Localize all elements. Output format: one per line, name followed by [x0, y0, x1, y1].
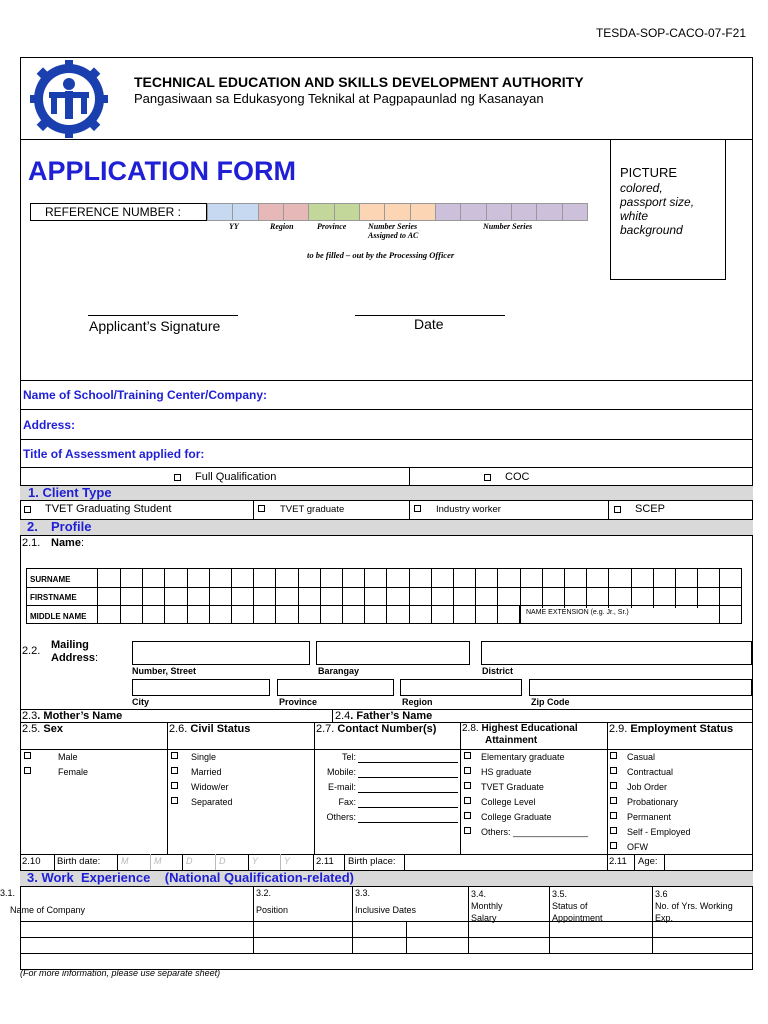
- employment-option-label: OFW: [627, 842, 648, 852]
- tvet-graduate-label: TVET graduate: [280, 504, 345, 515]
- work-col3-number: 3.3.: [355, 888, 371, 898]
- fax-field[interactable]: [358, 807, 458, 808]
- reference-digit-box[interactable]: [410, 203, 436, 221]
- education-option-checkbox[interactable]: [464, 782, 471, 789]
- name-label: Name:: [51, 537, 85, 549]
- reference-digit-box[interactable]: [232, 203, 258, 221]
- mobile-label: Mobile:: [326, 767, 356, 777]
- middlename-label: MIDDLE NAME: [30, 612, 87, 621]
- scep-checkbox[interactable]: [614, 506, 621, 513]
- ref-region-label: Region: [270, 222, 294, 231]
- employment-option-checkbox[interactable]: [610, 812, 617, 819]
- work-col2-header: Position: [256, 905, 289, 915]
- picture-instructions: colored, passport size, white background: [620, 181, 695, 237]
- district-label: District: [482, 666, 514, 676]
- industry-worker-label: Industry worker: [436, 504, 501, 515]
- employment-option-checkbox[interactable]: [610, 782, 617, 789]
- zip-label: Zip Code: [531, 697, 570, 707]
- mailing-label: Mailing Address:: [51, 639, 99, 664]
- mobile-field[interactable]: [358, 777, 458, 778]
- tvet-graduating-checkbox[interactable]: [24, 506, 31, 513]
- work-row-2[interactable]: [21, 938, 752, 953]
- age-number: 2.11: [609, 856, 627, 867]
- education-header: 2.8. Highest Educational Attainment: [462, 723, 578, 746]
- reference-number-boxes[interactable]: [207, 203, 587, 221]
- reference-digit-box[interactable]: [536, 203, 562, 221]
- coc-label: COC: [505, 471, 530, 483]
- employment-option-checkbox[interactable]: [610, 842, 617, 849]
- industry-worker-checkbox[interactable]: [414, 505, 421, 512]
- mailing-number: 2.2.: [22, 645, 41, 657]
- firstname-field[interactable]: [98, 588, 740, 605]
- reference-digit-box[interactable]: [562, 203, 588, 221]
- civil-status-option-label: Separated: [191, 797, 233, 807]
- mother-name-field[interactable]: 2.3. Mother’s Name: [22, 710, 123, 722]
- address-label: Address:: [23, 418, 76, 432]
- education-option-label: College Level: [481, 797, 536, 807]
- name-number: 2.1.: [22, 537, 41, 549]
- signature-line[interactable]: [88, 315, 238, 316]
- education-option-checkbox[interactable]: [464, 827, 471, 834]
- reference-digit-box[interactable]: [359, 203, 385, 221]
- contact-header: 2.7. Contact Number(s): [316, 723, 437, 735]
- zip-field[interactable]: [529, 679, 752, 696]
- ref-ac-series-label: Number Series Assigned to AC: [368, 222, 419, 240]
- fax-label: Fax:: [338, 797, 356, 807]
- surname-label: SURNAME: [30, 575, 71, 584]
- tel-label: Tel:: [341, 752, 356, 762]
- birthdate-label: Birth date:: [57, 856, 101, 867]
- surname-field[interactable]: [98, 569, 740, 586]
- education-option-checkbox[interactable]: [464, 767, 471, 774]
- education-option-label: TVET Graduate: [481, 782, 544, 792]
- form-code: TESDA-SOP-CACO-07-F21: [595, 26, 746, 40]
- education-option-checkbox[interactable]: [464, 797, 471, 804]
- birth-d1: D: [186, 856, 193, 866]
- birthplace-label: Birth place:: [348, 856, 396, 867]
- coc-checkbox[interactable]: [484, 474, 491, 481]
- reference-digit-box[interactable]: [334, 203, 360, 221]
- reference-digit-box[interactable]: [486, 203, 512, 221]
- employment-option-checkbox[interactable]: [610, 767, 617, 774]
- barangay-field[interactable]: [316, 641, 470, 665]
- work-col1-number: 3.1.: [0, 888, 16, 898]
- agency-name: TECHNICAL EDUCATION AND SKILLS DEVELOPMENT AUTHORITY: [134, 74, 584, 90]
- reference-number-label: REFERENCE NUMBER :: [45, 205, 182, 219]
- section-client-type: 1. Client Type: [28, 485, 112, 500]
- reference-digit-box[interactable]: [207, 203, 233, 221]
- footnote: (For more information, please use separate sheet): [20, 968, 221, 978]
- ref-province-label: Province: [317, 222, 347, 231]
- civil-status-option-checkbox[interactable]: [171, 797, 178, 804]
- birth-y2: Y: [284, 856, 291, 866]
- employment-option-checkbox[interactable]: [610, 827, 617, 834]
- scep-label: SCEP: [635, 503, 665, 515]
- birthplace-number: 2.11: [316, 856, 334, 867]
- employment-option-label: Permanent: [627, 812, 672, 822]
- city-field[interactable]: [132, 679, 270, 696]
- street-label: Number, Street: [132, 666, 197, 676]
- work-row-1[interactable]: [21, 922, 752, 937]
- work-col5-header: 3.5. Status of Appointment: [552, 889, 603, 923]
- reference-digit-box[interactable]: [258, 203, 284, 221]
- tel-field[interactable]: [358, 762, 458, 763]
- tesda-logo-icon: [27, 58, 111, 140]
- ref-note: to be filled – out by the Processing Officer: [307, 250, 455, 260]
- tvet-graduating-label: TVET Graduating Student: [45, 503, 172, 515]
- birth-y1: Y: [252, 856, 259, 866]
- region-field[interactable]: [400, 679, 522, 696]
- reference-digit-box[interactable]: [308, 203, 334, 221]
- others-label: Others:: [326, 812, 356, 822]
- school-label: Name of School/Training Center/Company:: [23, 388, 268, 402]
- ref-yy-label: YY: [229, 222, 239, 231]
- agency-name-filipino: Pangasiwaan sa Edukasyong Teknikal at Pagpapaunlad ng Kasanayan: [134, 91, 544, 106]
- signature-label: Applicant’s Signature: [89, 318, 221, 334]
- work-col6-header: 3.6 No. of Yrs. Working Exp.: [655, 889, 733, 923]
- email-label: E-mail:: [327, 782, 356, 792]
- assessment-title-label: Title of Assessment applied for:: [23, 447, 205, 461]
- male-label: Male: [58, 752, 78, 762]
- civil-status-option-checkbox[interactable]: [171, 782, 178, 789]
- city-label: City: [132, 697, 150, 707]
- email-field[interactable]: [358, 792, 458, 793]
- male-checkbox[interactable]: [24, 752, 31, 759]
- date-label: Date: [414, 316, 444, 332]
- province-label: Province: [279, 697, 318, 707]
- picture-label: PICTURE: [620, 165, 678, 180]
- reference-digit-box[interactable]: [283, 203, 309, 221]
- district-field[interactable]: [481, 641, 752, 665]
- birth-m2: M: [154, 856, 162, 866]
- section-profile: Profile: [51, 519, 92, 534]
- reference-digit-box[interactable]: [511, 203, 537, 221]
- reference-digit-box[interactable]: [460, 203, 486, 221]
- name-extension-label: NAME EXTENSION (e.g. Jr., Sr.): [526, 609, 629, 616]
- region-label: Region: [402, 697, 433, 707]
- employment-option-label: Probationary: [627, 797, 679, 807]
- street-field[interactable]: [132, 641, 310, 665]
- employment-option-label: Contractual: [627, 767, 674, 777]
- civil-status-option-label: Widow/er: [191, 782, 229, 792]
- employment-option-checkbox[interactable]: [610, 797, 617, 804]
- section-profile-number: 2.: [27, 519, 38, 534]
- work-col2-number: 3.2.: [256, 888, 272, 898]
- work-col3-header: Inclusive Dates: [355, 905, 417, 915]
- education-option-label: HS graduate: [481, 767, 532, 777]
- ref-number-series-label: Number Series: [483, 222, 533, 231]
- education-option-label: Others: _______________: [481, 827, 589, 837]
- work-col1-header: Name of Company: [10, 905, 86, 915]
- age-label: Age:: [638, 856, 658, 867]
- birth-d2: D: [219, 856, 226, 866]
- civil-status-option-label: Single: [191, 752, 217, 762]
- employment-option-label: Job Order: [627, 782, 668, 792]
- birthdate-number: 2.10: [22, 856, 41, 867]
- employment-option-checkbox[interactable]: [610, 752, 617, 759]
- firstname-label: FIRSTNAME: [30, 593, 77, 602]
- full-qualification-checkbox[interactable]: [174, 474, 181, 481]
- others-field[interactable]: [358, 822, 458, 823]
- birth-m1: M: [121, 856, 129, 866]
- father-name-field[interactable]: 2.4. Father’s Name: [335, 710, 433, 722]
- female-checkbox[interactable]: [24, 767, 31, 774]
- female-label: Female: [58, 767, 89, 777]
- province-field[interactable]: [277, 679, 394, 696]
- employment-option-label: Casual: [627, 752, 656, 762]
- reference-digit-box[interactable]: [384, 203, 410, 221]
- sex-header: 2.5. Sex: [22, 723, 63, 735]
- education-option-label: College Graduate: [481, 812, 552, 822]
- work-col4-header: 3.4. Monthly Salary: [471, 889, 503, 923]
- civil-status-option-label: Married: [191, 767, 222, 777]
- civil-status-option-checkbox[interactable]: [171, 752, 178, 759]
- birthplace-field[interactable]: [405, 854, 606, 870]
- barangay-label: Barangay: [318, 666, 360, 676]
- form-title: APPLICATION FORM: [28, 156, 296, 186]
- civil-status-option-checkbox[interactable]: [171, 767, 178, 774]
- education-option-label: Elementary graduate: [481, 752, 565, 762]
- education-option-checkbox[interactable]: [464, 812, 471, 819]
- civil-status-header: 2.6. Civil Status: [169, 723, 251, 735]
- employment-header: 2.9. Employment Status: [609, 723, 734, 735]
- full-qualification-label: Full Qualification: [195, 471, 277, 483]
- education-option-checkbox[interactable]: [464, 752, 471, 759]
- reference-digit-box[interactable]: [435, 203, 461, 221]
- age-field[interactable]: [665, 854, 752, 870]
- section-work-experience: 3. Work Experience (National Qualification-related): [27, 870, 355, 885]
- tvet-graduate-checkbox[interactable]: [258, 505, 265, 512]
- work-row-3[interactable]: [21, 954, 752, 969]
- employment-option-label: Self - Employed: [627, 827, 691, 837]
